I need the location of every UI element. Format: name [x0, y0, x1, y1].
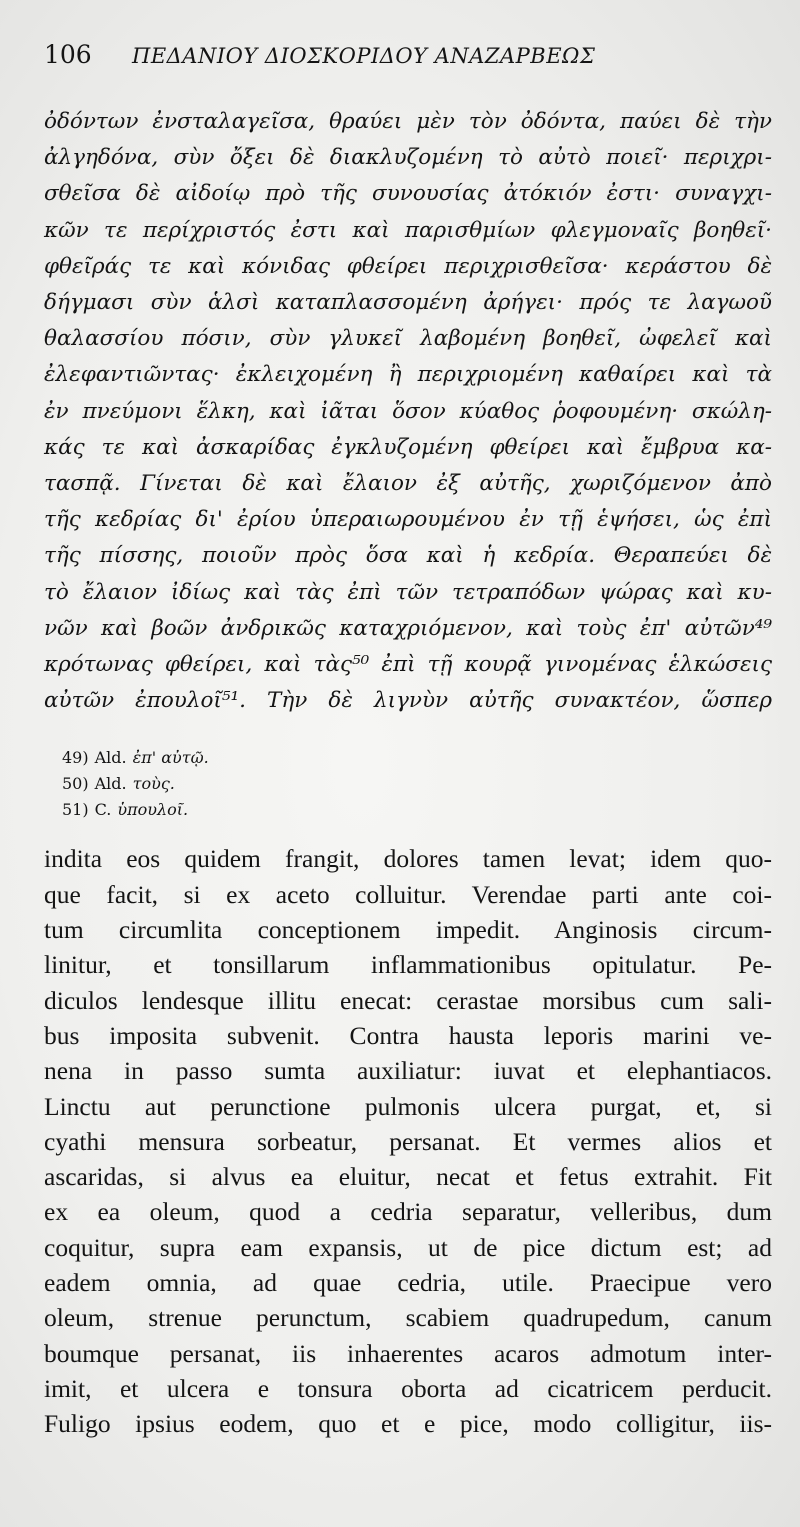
footnote-source: Ald. [94, 748, 127, 768]
greek-line: τὸ ἔλαιον ἰδίως καὶ τὰς ἐπὶ τῶν τετραπόδων ψώρας καὶ κυ- [44, 579, 772, 605]
latin-line: diculos lendesque illitu enecat: cerastae morsibus cum sali- [44, 985, 772, 1015]
footnote-text: τοὺς. [132, 774, 175, 794]
latin-line: linitur, et tonsillarum inflammationibus opitulatur. Pe- [44, 950, 772, 980]
latin-line: Fuligo ipsius eodem, quo et e pice, modo colligitur, iis- [44, 1409, 772, 1439]
latin-line: boumque persanat, iis inhaerentes acaros admotum inter- [44, 1338, 772, 1368]
greek-line: τῆς κεδρίας δι' ἐρίου ὑπεραιωρουμένου ἐν τῇ ἑψήσει, ὡς ἐπὶ [44, 507, 772, 533]
latin-line: bus imposita subvenit. Contra hausta leporis marini ve- [44, 1020, 772, 1050]
greek-line: σθεῖσα δὲ αἰδοίῳ πρὸ τῆς συνουσίας ἀτόκιόν ἐστι· συναγχι- [44, 181, 772, 207]
latin-line: que facit, si ex aceto colluitur. Verendae parti ante coi- [44, 879, 772, 909]
footnote-label: 49) [62, 748, 89, 768]
latin-line: imit, et ulcera e tonsura oborta ad cicatricem perducit. [44, 1373, 772, 1403]
footnote-text: ἐπ' αὐτῷ. [132, 748, 209, 768]
greek-line: ὀδόντων ἐνσταλαγεῖσα, θραύει μὲν τὸν ὀδόντα, παύει δὲ τὴν [44, 109, 772, 134]
latin-line: Linctu aut perunctione pulmonis ulcera purgat, et, si [44, 1091, 772, 1121]
page-header [44, 40, 772, 90]
footnote [62, 771, 772, 797]
greek-line: αὐτῶν ἐπουλοῖ⁵¹. Τὴν δὲ λιγνὺν αὐτῆς συνακτέον, ὥσπερ [44, 688, 772, 714]
footnote [62, 797, 772, 823]
latin-line: tum circumlita conceptionem impedit. Anginosis circum- [44, 915, 772, 945]
latin-line: coquitur, supra eam expansis, ut de pice dictum est; ad [44, 1232, 772, 1262]
latin-line: ascaridas, si alvus ea eluitur, necat et fetus extrahit. Fit [44, 1162, 772, 1192]
latin-line: eadem omnia, ad quae cedria, utile. Praecipue vero [44, 1268, 772, 1298]
greek-line: νῶν καὶ βοῶν ἀνδρικῶς καταχριόμενον, καὶ τοὺς ἐπ' αὐτῶν⁴⁹ [44, 615, 772, 641]
footnote-source: Ald. [94, 774, 127, 794]
greek-line: φθεῖράς τε καὶ κόνιδας φθείρει περιχρισθεῖσα· κεράστου δὲ [44, 253, 772, 279]
greek-line: ἀλγηδόνα, σὺν ὄξει δὲ διακλυζομένη τὸ αὐτὸ ποιεῖ· περιχρι- [44, 145, 772, 171]
greek-line: κάς τε καὶ ἀσκαρίδας ἐγκλυζομένη φθείρει καὶ ἔμβρυα κα- [44, 434, 772, 460]
greek-line: δήγμασι σὺν ἁλσὶ καταπλασσομένη ἀρήγει· πρός τε λαγωοῦ [44, 290, 772, 316]
footnote-label: 51) [62, 800, 89, 820]
page-number: 106 [44, 40, 92, 69]
greek-line: τασπᾷ. Γίνεται δὲ καὶ ἔλαιον ἐξ αὐτῆς, χωριζόμενον ἀπὸ [44, 471, 772, 497]
footnote-source: C. [94, 800, 112, 820]
greek-text-block [44, 104, 772, 719]
latin-line: nena in passo sumta auxiliatur: iuvat et elephantiacos. [44, 1056, 772, 1086]
running-head: ΠΕΔΑΝΙΟΥ ΔΙΟΣΚΟΡΙΔΟΥ ΑΝΑΖΑΡΒΕΩΣ [132, 44, 596, 68]
greek-line: τῆς πίσσης, ποιοῦν πρὸς ὅσα καὶ ἡ κεδρία. Θεραπεύει δὲ [44, 543, 772, 569]
latin-text-block [44, 841, 772, 1441]
footnote-text: ὑπουλοῖ. [117, 800, 189, 820]
latin-line: oleum, strenue perunctum, scabiem quadrupedum, canum [44, 1303, 772, 1333]
greek-line: κῶν τε περίχριστός ἐστι καὶ παρισθμίων φλεγμοναῖς βοηθεῖ· [44, 217, 772, 243]
footnotes [62, 745, 772, 823]
latin-line: indita eos quidem frangit, dolores tamen levat; idem quo- [44, 844, 772, 874]
latin-line: cyathi mensura sorbeatur, persanat. Et vermes alios et [44, 1126, 772, 1156]
footnote [62, 745, 772, 771]
greek-line: κρότωνας φθείρει, καὶ τὰς⁵⁰ ἐπὶ τῇ κουρᾷ γινομένας ἑλκώσεις [44, 652, 772, 678]
greek-line: ἐν πνεύμονι ἕλκη, καὶ ἰᾶται ὅσον κύαθος ῥοφουμένη· σκώλη- [44, 398, 772, 424]
latin-line: ex ea oleum, quod a cedria separatur, velleribus, dum [44, 1197, 772, 1227]
footnote-label: 50) [62, 774, 89, 794]
greek-line: ἐλεφαντιῶντας· ἐκλειχομένη ἢ περιχριομένη καθαίρει καὶ τὰ [44, 362, 772, 388]
greek-line: θαλασσίου πόσιν, σὺν γλυκεῖ λαβομένη βοηθεῖ, ὠφελεῖ καὶ [44, 326, 772, 352]
